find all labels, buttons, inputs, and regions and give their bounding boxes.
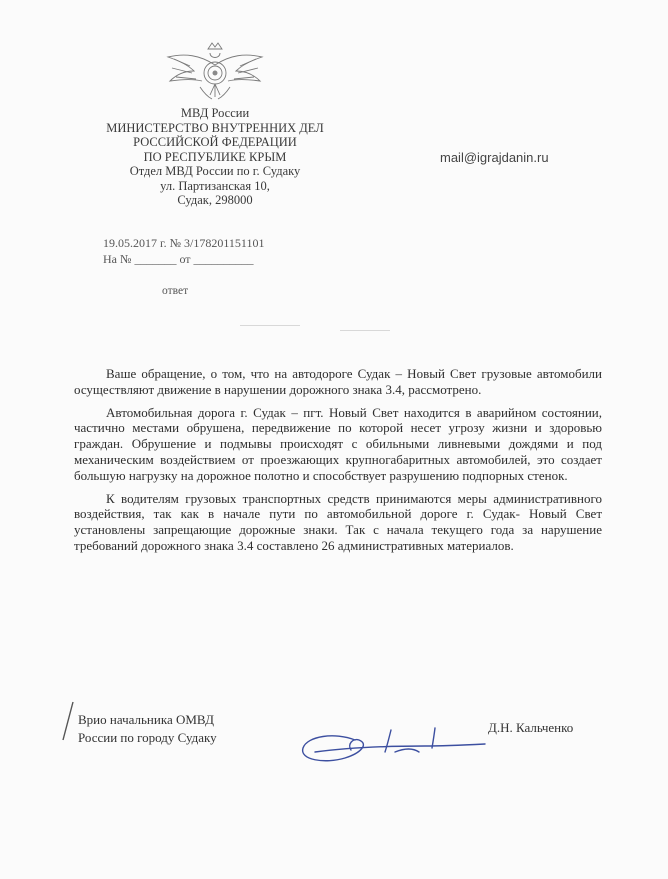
handwritten-signature: [295, 718, 495, 778]
header-line-region: ПО РЕСПУБЛИКЕ КРЫМ: [143, 149, 287, 164]
registration-number: 19.05.2017 г. № 3/178201151101: [103, 236, 265, 250]
signatory-name: Д.Н. Кальченко: [488, 720, 574, 735]
document-subtitle: ответ: [162, 285, 189, 297]
mvd-eagle-emblem: [160, 35, 270, 105]
recipient-email: mail@igrajdanin.ru: [440, 150, 549, 165]
paragraph-1: Ваше обращение, о том, что на автодороге Судак – Новый Свет грузовые автомобили осуществляют движение в нарушении дорожного знака 3.4, рассмотрено.: [74, 366, 602, 397]
paragraph-3: К водителям грузовых транспортных средств принимаются меры административного воздействия, так как в начале пути по автомобильной дороге г. Судак- Новый Свет установлены запрещающие дорожные знаки. Так с начала текущего года за нарушение требований дорожного знака 3.4 составлено 26 административных материалов.: [74, 490, 602, 553]
signatory-title: Врио начальника ОМВД: [78, 712, 214, 727]
header-line-city: Судак, 298000: [177, 193, 253, 207]
paragraph-2: Автомобильная дорога г. Судак – пгт. Новый Свет находится в аварийном состоянии, частично местами обрушена, передвижение по которой несет угрозу жизни и здоровью граждан. Обрушение и подмывы происходят с обильными ливневыми дождями и под механическим воздействием от проезжающих крупногабаритных автомобилей, это создает большую нагрузку на дорожное полотно и способствует разрушению подпорных стенок.: [74, 404, 602, 483]
faint-line: [240, 325, 300, 326]
signatory-department: России по городу Судаку: [78, 730, 217, 745]
reference-number: На № _______ от __________: [103, 252, 254, 266]
header-line-mvd: МВД России: [180, 106, 250, 120]
header-line-federation: РОССИЙСКОЙ ФЕДЕРАЦИИ: [133, 135, 297, 149]
faint-line: [340, 330, 390, 331]
header-line-street: ул. Партизанская 10,: [160, 178, 270, 193]
header-line-ministry: МИНИСТЕРСТВО ВНУТРЕННИХ ДЕЛ: [106, 120, 324, 135]
margin-slash-mark: [60, 700, 76, 742]
organization-header: [60, 106, 370, 208]
letter-body: [74, 366, 602, 561]
header-line-department: Отдел МВД России по г. Судаку: [129, 164, 301, 178]
